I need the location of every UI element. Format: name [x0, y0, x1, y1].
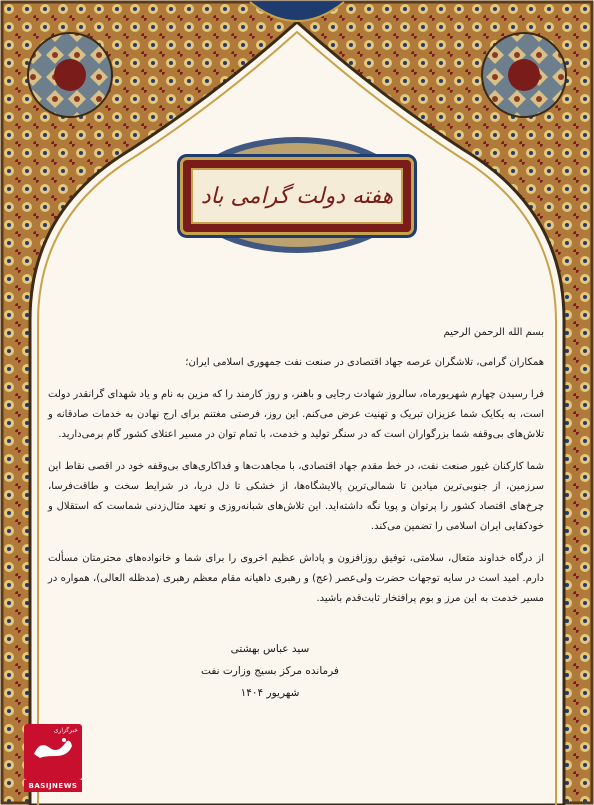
bismillah: بسم الله الرحمن الرحیم	[443, 327, 544, 338]
title-panel	[191, 168, 403, 224]
signature-block	[190, 638, 350, 704]
signatory-position: فرمانده مرکز بسیج وزارت نفت	[201, 665, 339, 677]
paragraph-1: فرا رسیدن چهارم شهریورماه، سالروز شهادت رجایی و باهنر، و روز کارمند را که مزین به نام و یاد شهدای گرانقدر دولت است، به یکایک شما عزیزان تبریک و تهنیت عرض می‌کنم. این روز، فرصتی مغتنم برای ارج نهادن به خدمات صادقانه و تلاش‌های بی‌وقفه شما بزرگواران است که در سنگر تولید و خدمت، با تمام توان در مسیر اعتلای کشور گام برمی‌دارید.	[48, 389, 544, 440]
letter-body	[48, 323, 544, 621]
logo-brand: BASIJNEWS	[24, 780, 82, 792]
signatory-name: سید عباس بهشتی	[230, 643, 310, 655]
page-title: هفته دولت گرامی باد	[200, 183, 394, 209]
salutation: همکاران گرامی، تلاشگران عرصه جهاد اقتصادی در صنعت نفت جمهوری اسلامی ایران؛	[185, 357, 544, 368]
title-cartouche	[183, 160, 411, 232]
paragraph-3: از درگاه خداوند متعال، سلامتی، توفیق روزافزون و پاداش عظیم اخروی را برای شما و خانواده‌های محترمتان مسألت دارم. امید است در سایه توجهات حضرت ولی‌عصر (عج) و رهبری داهیانه مقام معظم رهبری (مدظله العالی)، همواره در مسیر خدمت به این مرز و بوم پرافتخار ثابت‌قدم باشید.	[48, 553, 544, 604]
logo-mark-icon	[30, 734, 76, 762]
paragraph-2: شما کارکنان غیور صنعت نفت، در خط مقدم جهاد اقتصادی، با مجاهدت‌ها و فداکاری‌های بی‌وقفه خود در اقصی نقاط این سرزمین، از جنوبی‌ترین میادین تا شمالی‌ترین پالایشگاه‌ها، از خشکی تا دل دریا، در شرایط سخت و طاقت‌فرسا، چرخ‌های اقتصاد کشور را پرتوان و پویا نگه داشته‌اید. این تلاش‌های شبانه‌روزی و تعهد مثال‌زدنی شماست که استقلال و خودکفایی ایران اسلامی را تضمین می‌کند.	[48, 461, 544, 532]
basij-news-logo	[24, 724, 82, 790]
logo-tagline: خبرگزاری	[53, 727, 78, 734]
letter-date: شهریور ۱۴۰۴	[240, 687, 300, 699]
